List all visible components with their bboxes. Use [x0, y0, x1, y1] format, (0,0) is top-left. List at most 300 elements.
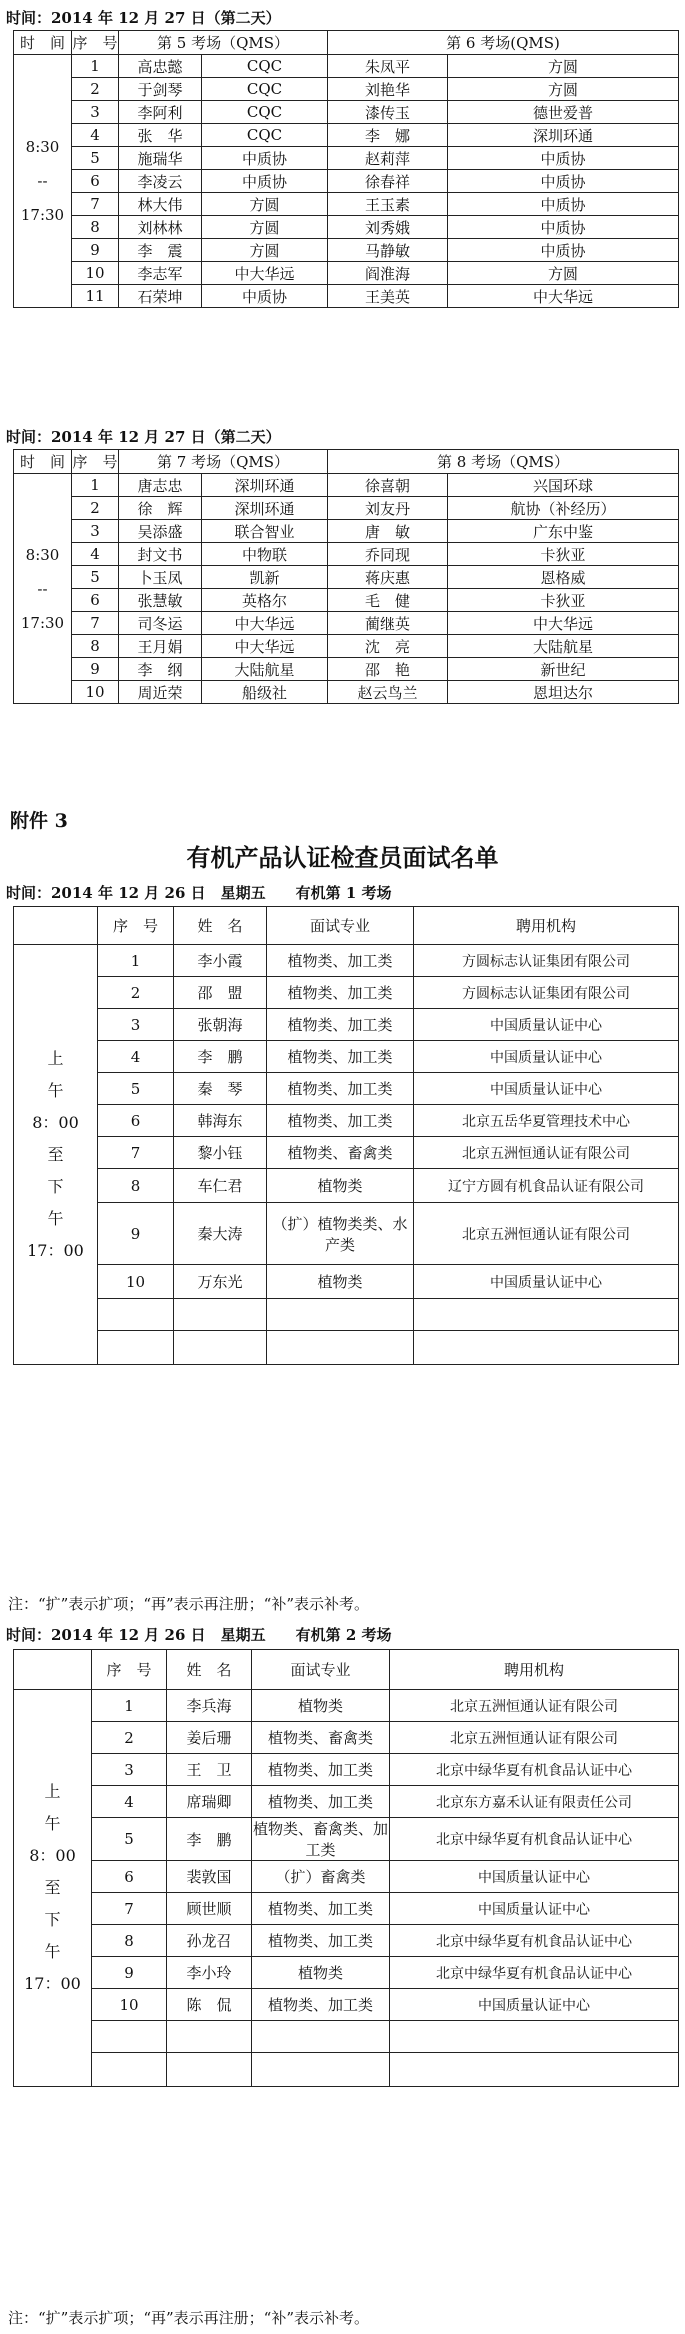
name-cell: 黎小钰 — [174, 1137, 267, 1169]
examinee-a-cell: 李阿利 — [119, 101, 202, 124]
org-cell: 北京中绿华夏有机食品认证中心 — [390, 1818, 679, 1861]
examinee-a-cell: 张慧敏 — [119, 589, 202, 612]
seq-cell: 2 — [92, 1722, 167, 1754]
time-cell — [14, 945, 98, 1365]
time-cell-line: 17:30 — [20, 613, 65, 632]
seq-cell: 4 — [72, 543, 119, 566]
seq-cell: 1 — [98, 945, 174, 977]
examinee-a-cell: 李凌云 — [119, 170, 202, 193]
seq-cell: 8 — [72, 216, 119, 239]
org-cell: 中国质量认证中心 — [414, 1009, 679, 1041]
seq-cell: 3 — [72, 101, 119, 124]
time-cell-line: -- — [37, 172, 48, 190]
examinee-b-cell: 刘友丹 — [328, 497, 448, 520]
table-row — [14, 1203, 679, 1265]
table-row — [14, 285, 679, 308]
org-a-cell: 中大华远 — [202, 262, 328, 285]
name-cell: 席瑞卿 — [167, 1786, 252, 1818]
org-a-cell: 中物联 — [202, 543, 328, 566]
time-cell-line: 8：00 — [32, 1112, 79, 1132]
seq-cell: 1 — [72, 55, 119, 78]
examinee-b-cell: 赵莉萍 — [328, 147, 448, 170]
table-row — [14, 1169, 679, 1203]
name-cell: 李 鹏 — [167, 1818, 252, 1861]
org-cell: 中国质量认证中心 — [390, 1893, 679, 1925]
name-cell: 秦 琴 — [174, 1073, 267, 1105]
org-b-cell: 广东中鉴 — [448, 520, 679, 543]
examinee-b-cell: 阎淮海 — [328, 262, 448, 285]
header-room-b: 第 6 考场(QMS) — [328, 31, 679, 55]
empty-cell — [167, 2053, 252, 2087]
time-cell-line: 午 — [44, 1942, 61, 1961]
table-row — [14, 193, 679, 216]
org-a-cell: 方圆 — [202, 193, 328, 216]
examinee-a-cell: 施瑞华 — [119, 147, 202, 170]
examinee-b-cell: 王美英 — [328, 285, 448, 308]
org-cell: 中国质量认证中心 — [414, 1073, 679, 1105]
examinee-a-cell: 李 震 — [119, 239, 202, 262]
table-row — [14, 1690, 679, 1722]
org-cell: 中国质量认证中心 — [414, 1265, 679, 1299]
section2-time-label: 时间：2014 年 12 月 27 日（第二天） — [6, 428, 281, 446]
header-seq: 序 号 — [72, 450, 119, 474]
seq-cell: 6 — [72, 170, 119, 193]
header-major: 面试专业 — [252, 1650, 390, 1690]
section3-note: 注：“扩”表示扩项；“再”表示再注册；“补”表示补考。 — [8, 1595, 370, 1613]
name-cell: 万东光 — [174, 1265, 267, 1299]
empty-cell — [252, 2021, 390, 2053]
section4-note: 注：“扩”表示扩项；“再”表示再注册；“补”表示补考。 — [8, 2309, 370, 2327]
seq-cell: 3 — [72, 520, 119, 543]
time-cell-line: 8:30 — [25, 138, 60, 156]
time-cell — [14, 55, 72, 308]
examinee-a-cell: 王月娟 — [119, 635, 202, 658]
examinee-a-cell: 李 纲 — [119, 658, 202, 681]
org-a-cell: 深圳环通 — [202, 474, 328, 497]
seq-cell: 9 — [92, 1957, 167, 1989]
empty-cell — [267, 1331, 414, 1365]
org-b-cell: 深圳环通 — [448, 124, 679, 147]
examinee-b-cell: 朱凤平 — [328, 55, 448, 78]
empty-cell — [167, 2021, 252, 2053]
examinee-b-cell: 漆传玉 — [328, 101, 448, 124]
seq-cell: 11 — [72, 285, 119, 308]
seq-cell: 7 — [92, 1893, 167, 1925]
org-a-cell: CQC — [202, 101, 328, 124]
seq-cell: 10 — [92, 1989, 167, 2021]
examinee-a-cell: 司冬运 — [119, 612, 202, 635]
major-cell: 植物类、畜禽类 — [267, 1137, 414, 1169]
header-room-a: 第 5 考场（QMS） — [119, 31, 328, 55]
seq-cell: 3 — [98, 1009, 174, 1041]
time-cell-line: 17:30 — [20, 206, 65, 224]
empty-row — [14, 1331, 679, 1365]
seq-cell: 7 — [72, 612, 119, 635]
major-cell: 植物类、加工类 — [252, 1989, 390, 2021]
table-row — [14, 1722, 679, 1754]
table-row — [14, 681, 679, 704]
table-row — [14, 589, 679, 612]
org-cell: 北京五洲恒通认证有限公司 — [390, 1690, 679, 1722]
empty-cell — [252, 2053, 390, 2087]
org-a-cell: 船级社 — [202, 681, 328, 704]
name-cell: 裴敦国 — [167, 1861, 252, 1893]
seq-cell: 5 — [72, 566, 119, 589]
major-cell: 植物类、加工类 — [267, 945, 414, 977]
time-cell-line: 午 — [44, 1814, 61, 1833]
seq-cell: 2 — [72, 78, 119, 101]
table-row — [14, 543, 679, 566]
org-b-cell: 中大华远 — [448, 612, 679, 635]
seq-cell: 5 — [92, 1818, 167, 1861]
seq-cell: 9 — [72, 658, 119, 681]
org-b-cell: 卡狄亚 — [448, 543, 679, 566]
org-cell: 中国质量认证中心 — [390, 1861, 679, 1893]
org-b-cell: 大陆航星 — [448, 635, 679, 658]
seq-cell: 1 — [92, 1690, 167, 1722]
table-row — [14, 1041, 679, 1073]
table-row — [14, 658, 679, 681]
org-a-cell: 中大华远 — [202, 612, 328, 635]
examinee-b-cell: 徐春祥 — [328, 170, 448, 193]
empty-cell — [414, 1331, 679, 1365]
name-cell: 姜后珊 — [167, 1722, 252, 1754]
table-row — [14, 612, 679, 635]
examinee-b-cell: 李 娜 — [328, 124, 448, 147]
header-time-blank — [14, 1650, 92, 1690]
org-a-cell: 深圳环通 — [202, 497, 328, 520]
empty-row — [14, 2021, 679, 2053]
header-seq: 序 号 — [98, 907, 174, 945]
org-cell: 方圆标志认证集团有限公司 — [414, 977, 679, 1009]
org-a-cell: 英格尔 — [202, 589, 328, 612]
examinee-a-cell: 唐志忠 — [119, 474, 202, 497]
seq-cell: 8 — [72, 635, 119, 658]
table-row — [14, 566, 679, 589]
seq-cell: 4 — [72, 124, 119, 147]
org-a-cell: CQC — [202, 55, 328, 78]
header-room-b: 第 8 考场（QMS） — [328, 450, 679, 474]
header-seq: 序 号 — [92, 1650, 167, 1690]
empty-cell — [98, 1331, 174, 1365]
seq-cell: 9 — [98, 1203, 174, 1265]
name-cell: 孙龙召 — [167, 1925, 252, 1957]
time-cell-line: 下 — [44, 1910, 61, 1929]
org-cell: 北京五洲恒通认证有限公司 — [414, 1137, 679, 1169]
time-cell-line: 8:30 — [25, 545, 60, 564]
table-row — [14, 1137, 679, 1169]
org-b-cell: 德世爱普 — [448, 101, 679, 124]
major-cell: 植物类、加工类 — [267, 1041, 414, 1073]
seq-cell: 5 — [72, 147, 119, 170]
table-row — [14, 1893, 679, 1925]
major-cell: 植物类 — [267, 1265, 414, 1299]
empty-cell — [174, 1299, 267, 1331]
header-major: 面试专业 — [267, 907, 414, 945]
table-row — [14, 977, 679, 1009]
org-a-cell: CQC — [202, 124, 328, 147]
major-cell: （扩）植物类类、水产类 — [267, 1203, 414, 1265]
examinee-b-cell: 王玉素 — [328, 193, 448, 216]
examinee-b-cell: 刘秀娥 — [328, 216, 448, 239]
org-cell: 辽宁方圆有机食品认证有限公司 — [414, 1169, 679, 1203]
seq-cell: 6 — [92, 1861, 167, 1893]
header-room-a: 第 7 考场（QMS） — [119, 450, 328, 474]
table-row — [14, 1818, 679, 1861]
seq-cell: 5 — [98, 1073, 174, 1105]
table-row — [14, 124, 679, 147]
major-cell: 植物类、加工类 — [267, 1009, 414, 1041]
seq-cell: 4 — [92, 1786, 167, 1818]
org-b-cell: 中质协 — [448, 193, 679, 216]
table-row — [14, 635, 679, 658]
major-cell: 植物类 — [252, 1690, 390, 1722]
schedule-table-rooms-5-6 — [13, 30, 679, 308]
header-org: 聘用机构 — [414, 907, 679, 945]
table-row — [14, 497, 679, 520]
name-cell: 陈 侃 — [167, 1989, 252, 2021]
major-cell: 植物类、畜禽类、加工类 — [252, 1818, 390, 1861]
empty-cell — [390, 2053, 679, 2087]
major-cell: 植物类、加工类 — [267, 1105, 414, 1137]
org-a-cell: 中质协 — [202, 285, 328, 308]
examinee-a-cell: 林大伟 — [119, 193, 202, 216]
table-row — [14, 170, 679, 193]
table-row — [14, 1786, 679, 1818]
header-name: 姓 名 — [174, 907, 267, 945]
org-b-cell: 方圆 — [448, 262, 679, 285]
org-b-cell: 中质协 — [448, 239, 679, 262]
examinee-b-cell: 徐喜朝 — [328, 474, 448, 497]
major-cell: 植物类、加工类 — [252, 1786, 390, 1818]
time-cell — [14, 474, 72, 704]
org-a-cell: 大陆航星 — [202, 658, 328, 681]
org-a-cell: CQC — [202, 78, 328, 101]
org-b-cell: 方圆 — [448, 55, 679, 78]
org-cell: 北京中绿华夏有机食品认证中心 — [390, 1925, 679, 1957]
org-a-cell: 中质协 — [202, 147, 328, 170]
section3-time-label: 时间：2014 年 12 月 26 日 星期五 有机第 1 考场 — [6, 884, 392, 902]
examinee-b-cell: 马静敏 — [328, 239, 448, 262]
table-row — [14, 78, 679, 101]
time-cell-line: 上 — [44, 1782, 61, 1801]
examinee-a-cell: 卜玉凤 — [119, 566, 202, 589]
org-b-cell: 航协（补经历） — [448, 497, 679, 520]
name-cell: 顾世顺 — [167, 1893, 252, 1925]
org-cell: 北京五岳华夏管理技术中心 — [414, 1105, 679, 1137]
interview-table-room-2 — [13, 1649, 679, 2087]
empty-cell — [92, 2053, 167, 2087]
org-b-cell: 兴国环球 — [448, 474, 679, 497]
table-row — [14, 1957, 679, 1989]
seq-cell: 3 — [92, 1754, 167, 1786]
time-cell-line: 17：00 — [27, 1240, 84, 1260]
seq-cell: 10 — [98, 1265, 174, 1299]
header-seq: 序 号 — [72, 31, 119, 55]
examinee-b-cell: 毛 健 — [328, 589, 448, 612]
time-cell-line: 午 — [47, 1080, 64, 1100]
empty-cell — [414, 1299, 679, 1331]
org-a-cell: 方圆 — [202, 239, 328, 262]
time-cell-line: 下 — [47, 1176, 64, 1196]
org-b-cell: 中大华远 — [448, 285, 679, 308]
org-a-cell: 联合智业 — [202, 520, 328, 543]
time-cell — [14, 1690, 92, 2087]
org-a-cell: 中大华远 — [202, 635, 328, 658]
examinee-a-cell: 吴添盛 — [119, 520, 202, 543]
org-b-cell: 恩坦达尔 — [448, 681, 679, 704]
table-row — [14, 55, 679, 78]
examinee-b-cell: 刘艳华 — [328, 78, 448, 101]
org-cell: 北京中绿华夏有机食品认证中心 — [390, 1754, 679, 1786]
org-cell: 北京五洲恒通认证有限公司 — [414, 1203, 679, 1265]
header-time: 时 间 — [14, 450, 72, 474]
table-row — [14, 1105, 679, 1137]
empty-cell — [98, 1299, 174, 1331]
annex-label: 附件 3 — [10, 810, 68, 832]
name-cell: 车仁君 — [174, 1169, 267, 1203]
section1-time-label: 时间：2014 年 12 月 27 日（第二天） — [6, 9, 281, 27]
header-time: 时 间 — [14, 31, 72, 55]
time-cell-line: 上 — [47, 1048, 64, 1068]
time-cell-line: 8：00 — [29, 1846, 76, 1865]
major-cell: 植物类、加工类 — [252, 1893, 390, 1925]
examinee-b-cell: 唐 敏 — [328, 520, 448, 543]
name-cell: 李 鹏 — [174, 1041, 267, 1073]
seq-cell: 10 — [72, 262, 119, 285]
seq-cell: 2 — [98, 977, 174, 1009]
empty-cell — [267, 1299, 414, 1331]
table-row — [14, 1989, 679, 2021]
examinee-b-cell: 蔺继英 — [328, 612, 448, 635]
seq-cell: 7 — [72, 193, 119, 216]
table-row — [14, 216, 679, 239]
table-row — [14, 1073, 679, 1105]
name-cell: 王 卫 — [167, 1754, 252, 1786]
seq-cell: 9 — [72, 239, 119, 262]
table-row — [14, 147, 679, 170]
name-cell: 秦大涛 — [174, 1203, 267, 1265]
examinee-a-cell: 高忠懿 — [119, 55, 202, 78]
interview-table-room-1 — [13, 906, 679, 1365]
org-cell: 中国质量认证中心 — [414, 1041, 679, 1073]
empty-cell — [174, 1331, 267, 1365]
table-row — [14, 520, 679, 543]
org-b-cell: 卡狄亚 — [448, 589, 679, 612]
major-cell: 植物类、加工类 — [267, 1073, 414, 1105]
empty-cell — [390, 2021, 679, 2053]
empty-row — [14, 2053, 679, 2087]
header-org: 聘用机构 — [390, 1650, 679, 1690]
major-cell: 植物类、加工类 — [267, 977, 414, 1009]
org-cell: 北京五洲恒通认证有限公司 — [390, 1722, 679, 1754]
table-row — [14, 1009, 679, 1041]
seq-cell: 2 — [72, 497, 119, 520]
time-cell-line: 至 — [47, 1144, 64, 1164]
seq-cell: 6 — [72, 589, 119, 612]
document-title: 有机产品认证检查员面试名单 — [186, 843, 499, 872]
org-a-cell: 方圆 — [202, 216, 328, 239]
seq-cell: 6 — [98, 1105, 174, 1137]
name-cell: 韩海东 — [174, 1105, 267, 1137]
org-b-cell: 恩格威 — [448, 566, 679, 589]
name-cell: 李小霞 — [174, 945, 267, 977]
table-row — [14, 1265, 679, 1299]
seq-cell: 8 — [98, 1169, 174, 1203]
major-cell: 植物类、加工类 — [252, 1754, 390, 1786]
examinee-a-cell: 徐 辉 — [119, 497, 202, 520]
org-cell: 中国质量认证中心 — [390, 1989, 679, 2021]
name-cell: 李小玲 — [167, 1957, 252, 1989]
empty-row — [14, 1299, 679, 1331]
examinee-b-cell: 乔同现 — [328, 543, 448, 566]
table-row — [14, 1754, 679, 1786]
table-row — [14, 474, 679, 497]
major-cell: 植物类、加工类 — [252, 1925, 390, 1957]
examinee-a-cell: 于剑琴 — [119, 78, 202, 101]
org-a-cell: 中质协 — [202, 170, 328, 193]
name-cell: 张朝海 — [174, 1009, 267, 1041]
org-a-cell: 凯新 — [202, 566, 328, 589]
seq-cell: 1 — [72, 474, 119, 497]
org-b-cell: 中质协 — [448, 170, 679, 193]
empty-cell — [92, 2021, 167, 2053]
table-row — [14, 1861, 679, 1893]
schedule-table-rooms-7-8 — [13, 449, 679, 704]
seq-cell: 7 — [98, 1137, 174, 1169]
major-cell: 植物类、畜禽类 — [252, 1722, 390, 1754]
name-cell: 邵 盟 — [174, 977, 267, 1009]
major-cell: 植物类 — [252, 1957, 390, 1989]
org-cell: 北京东方嘉禾认证有限责任公司 — [390, 1786, 679, 1818]
name-cell: 李兵海 — [167, 1690, 252, 1722]
org-cell: 北京中绿华夏有机食品认证中心 — [390, 1957, 679, 1989]
org-b-cell: 中质协 — [448, 216, 679, 239]
examinee-b-cell: 邵 艳 — [328, 658, 448, 681]
org-b-cell: 新世纪 — [448, 658, 679, 681]
examinee-a-cell: 李志军 — [119, 262, 202, 285]
table-row — [14, 945, 679, 977]
table-row — [14, 239, 679, 262]
header-name: 姓 名 — [167, 1650, 252, 1690]
org-b-cell: 方圆 — [448, 78, 679, 101]
major-cell: （扩）畜禽类 — [252, 1861, 390, 1893]
examinee-a-cell: 张 华 — [119, 124, 202, 147]
seq-cell: 8 — [92, 1925, 167, 1957]
examinee-a-cell: 石荣坤 — [119, 285, 202, 308]
time-cell-line: 午 — [47, 1208, 64, 1228]
major-cell: 植物类 — [267, 1169, 414, 1203]
org-b-cell: 中质协 — [448, 147, 679, 170]
time-cell-line: 17：00 — [24, 1974, 81, 1993]
time-cell-line: -- — [37, 579, 48, 598]
org-cell: 方圆标志认证集团有限公司 — [414, 945, 679, 977]
time-cell-line: 至 — [44, 1878, 61, 1897]
seq-cell: 10 — [72, 681, 119, 704]
table-row — [14, 1925, 679, 1957]
examinee-b-cell: 赵云鸟兰 — [328, 681, 448, 704]
table-row — [14, 101, 679, 124]
examinee-a-cell: 封文书 — [119, 543, 202, 566]
header-time-blank — [14, 907, 98, 945]
seq-cell: 4 — [98, 1041, 174, 1073]
examinee-b-cell: 沈 亮 — [328, 635, 448, 658]
examinee-b-cell: 蒋庆惠 — [328, 566, 448, 589]
examinee-a-cell: 刘林林 — [119, 216, 202, 239]
section4-time-label: 时间：2014 年 12 月 26 日 星期五 有机第 2 考场 — [6, 1626, 392, 1644]
examinee-a-cell: 周近荣 — [119, 681, 202, 704]
table-row — [14, 262, 679, 285]
